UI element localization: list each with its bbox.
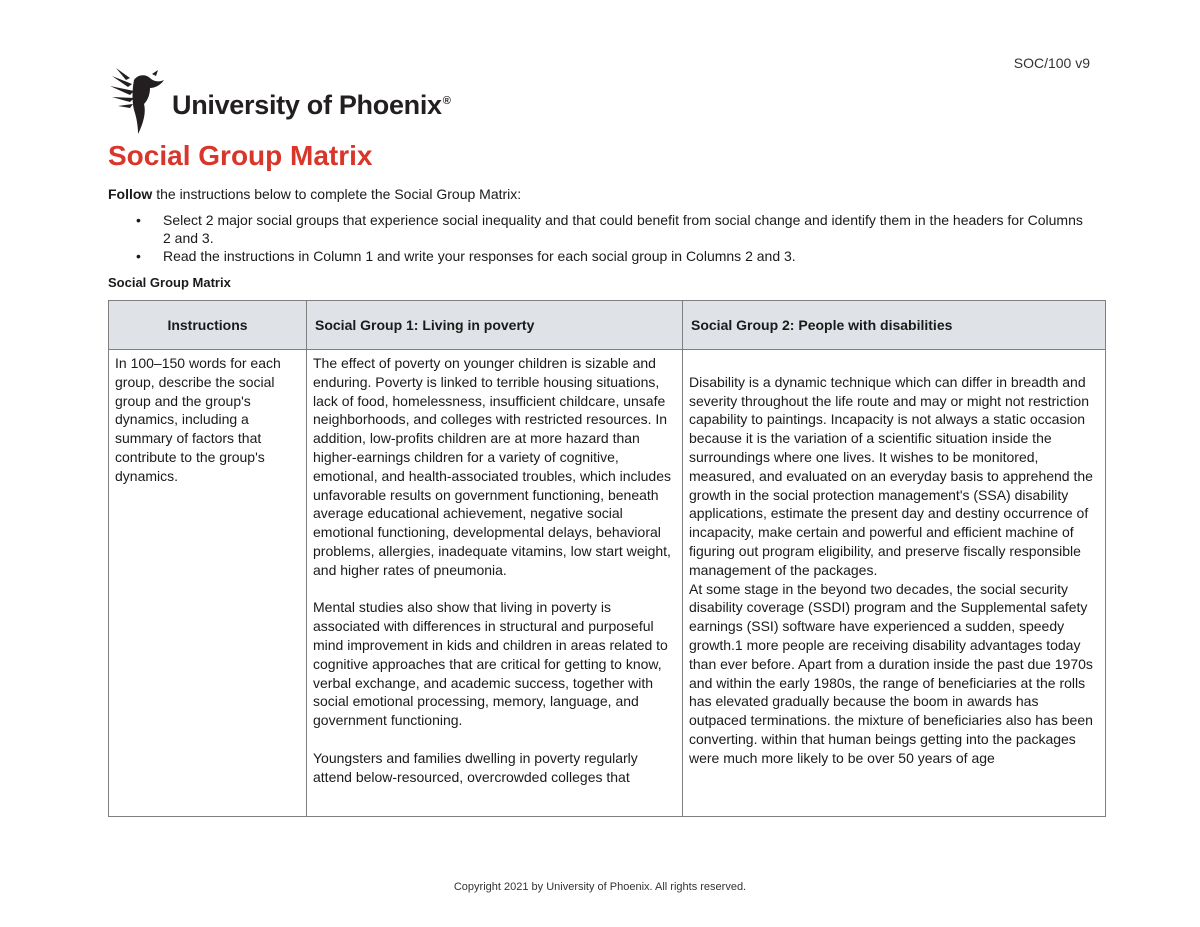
document-title: Social Group Matrix (108, 140, 373, 171)
bullet-icon: • (136, 212, 141, 228)
instructions-text: In 100–150 words for each group, describe the social group and the group's dynamics, including a summary of factors that contribute to the group's dynamics. (115, 355, 281, 484)
intro-bold: Follow (108, 186, 153, 202)
intro-rest: the instructions below to complete the Social Group Matrix: (152, 186, 522, 202)
instruction-list (108, 211, 1088, 265)
intro-text (108, 186, 521, 202)
phoenix-bird-icon (108, 64, 166, 136)
table-header-row (109, 301, 1106, 350)
logo-text (172, 90, 451, 121)
registered-mark: ® (442, 94, 451, 107)
header-group-2: Social Group 2: People with disabilities (683, 301, 1106, 350)
course-code: SOC/100 v9 (1013, 55, 1090, 71)
copyright-footer: Copyright 2021 by University of Phoenix. All rights reserved. (453, 881, 747, 893)
group-1-paragraph: Youngsters and families dwelling in poverty regularly attend below-resourced, overcrowded colleges that (313, 749, 638, 785)
university-logo (108, 64, 451, 136)
logo-wordmark: University of Phoenix (172, 89, 442, 120)
instructions-cell (109, 350, 307, 817)
list-item (108, 247, 1088, 265)
list-item-text: Select 2 major social groups that experience social inequality and that could benefit from social change and identify them in the headers for Columns 2 and 3. (163, 212, 1083, 246)
matrix-label: Social Group Matrix (108, 275, 231, 290)
header-instructions: Instructions (109, 301, 307, 350)
group-2-paragraph: At some stage in the beyond two decades, the social security disability coverage (SSDI) program and the Supplemental safety earnings (SSI) software have experienced a sudden, speedy growth.1 more people are receiving disability advantages today than ever before. Apart from a duration inside the past due 1970s and within the early 1980s, the range of beneficiaries at the rolls has elevated gradually because the boom in awards has outpaced terminations. the mixture of beneficiaries also has been converting. within that human beings getting into the packages were much more likely to be over 50 years of age (689, 580, 1093, 766)
group-2-cell (683, 350, 1106, 817)
group-2-paragraph: Disability is a dynamic technique which can differ in breadth and severity throughout the life route and may or might not restriction capability to paintings. Incapacity is not always a static occasion because it is the variation of a scientific situation inside the surroundings where one lives. It wishes to be monitored, measured, and evaluated on an everyday basis to apprehend the growth in the social protection management's (SSA) disability applications, estimate the present day and destiny occurrence of incapacity, make certain and powerful and efficient machine of figuring out program eligibility, and preserve fiscally responsible management of the packages. (689, 373, 1093, 578)
table-row (109, 350, 1106, 817)
group-1-cell (307, 350, 683, 817)
group-1-paragraph: The effect of poverty on younger children is sizable and enduring. Poverty is linked to terrible housing situations, lack of food, homelessness, insufficient childcare, unsafe neighborhoods, and colleges with restricted resources. In addition, low-profits children are at more hazard than higher-earnings children for a variety of cognitive, emotional, and health-associated troubles, which includes unfavorable results on government functioning, beneath average educational achievement, negative social emotional functioning, developmental delays, behavioral problems, allergies, inadequate vitamins, low start weight, and higher rates of pneumonia. (313, 355, 671, 578)
group-1-paragraph: Mental studies also show that living in poverty is associated with differences in structural and purposeful mind improvement in kids and children in areas related to cognitive approaches that are critical for getting to know, verbal exchange, and academic success, together with social emotional processing, memory, language, and government functioning. (313, 599, 668, 729)
social-group-matrix-table (108, 300, 1106, 817)
list-item-text: Read the instructions in Column 1 and write your responses for each social group in Columns 2 and 3. (163, 248, 796, 264)
bullet-icon: • (136, 248, 141, 264)
header-group-1: Social Group 1: Living in poverty (307, 301, 683, 350)
list-item (108, 211, 1088, 247)
